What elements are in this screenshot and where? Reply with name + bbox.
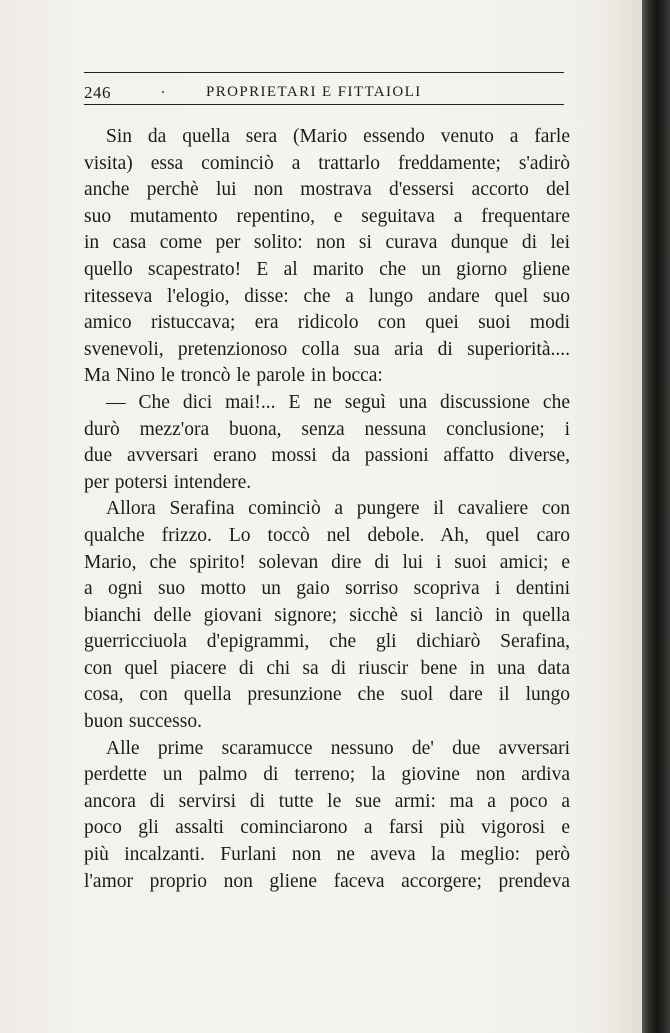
- text-line: con quel piacere di chi sa di riuscir bene in una data: [84, 657, 570, 679]
- body-text: [84, 124, 570, 895]
- text-line: Mario, che spirito! solevan dire di lui i suoi amici; e: [84, 551, 570, 573]
- text-line: Allora Serafina cominciò a pungere il cavaliere con: [106, 498, 570, 520]
- text-line: Ma Nino le troncò le parole in bocca:: [84, 365, 383, 387]
- running-title: PROPRIETARI E FITTAIOLI: [206, 84, 422, 100]
- text-line: durò mezz'ora buona, senza nessuna conclusione; i: [84, 418, 570, 440]
- text-line: svenevoli, pretenzionoso colla sua aria di superiorità....: [84, 338, 570, 360]
- text-line: bianchi delle giovani signore; sicchè si lanciò in quella: [84, 604, 570, 626]
- text-line: per potersi intendere.: [84, 471, 252, 493]
- book-binding-edge: [642, 0, 670, 1033]
- text-line: — Che dici mai!... E ne seguì una discussione che: [106, 391, 570, 413]
- text-line: Alle prime scaramucce nessuno de' due avversari: [106, 737, 570, 759]
- text-line: in casa come per solito: non si curava dunque di lei: [84, 232, 570, 254]
- text-line: cosa, con quella presunzione che suol dare il lungo: [84, 684, 570, 706]
- text-line: perdette un palmo di terreno; la giovine non ardiva: [84, 764, 570, 786]
- running-header: [84, 72, 564, 102]
- header-bottom-rule: [84, 104, 564, 105]
- text-line: quello scapestrato! E al marito che un giorno gliene: [84, 258, 570, 280]
- text-line: suo mutamento repentino, e seguitava a frequentare: [84, 205, 570, 227]
- text-line: buon successo.: [84, 711, 202, 733]
- text-line: due avversari erano mossi da passioni affatto diverse,: [84, 445, 570, 467]
- page-number: 246: [84, 83, 111, 102]
- text-line: Sin da quella sera (Mario essendo venuto a farle: [106, 126, 570, 147]
- text-line: visita) essa cominciò a trattarlo freddamente; s'adirò: [84, 152, 570, 174]
- text-line: poco gli assalti cominciarono a farsi più vigorosi e: [84, 817, 570, 839]
- header-separator-dot: [162, 91, 164, 93]
- text-line: l'amor proprio non gliene faceva accorgere; prendeva: [84, 870, 570, 892]
- text-line: anche perchè lui non mostrava d'essersi accorto del: [84, 179, 570, 201]
- text-line: guerricciuola d'epigrammi, che gli dichiarò Serafina,: [84, 631, 570, 653]
- text-line: ritesseva l'elogio, disse: che a lungo andare quel suo: [84, 285, 570, 307]
- text-line: più incalzanti. Furlani non ne aveva la meglio: però: [84, 844, 570, 866]
- text-line: amico ristuccava; era ridicolo con quei suoi modi: [84, 312, 570, 334]
- header-top-rule: [84, 72, 564, 73]
- text-line: a ogni suo motto un gaio sorriso scopriva i dentini: [84, 578, 570, 600]
- text-line: ancora di servirsi di tutte le sue armi: ma a poco a: [84, 790, 570, 812]
- text-line: qualche frizzo. Lo toccò nel debole. Ah, quel caro: [84, 524, 570, 546]
